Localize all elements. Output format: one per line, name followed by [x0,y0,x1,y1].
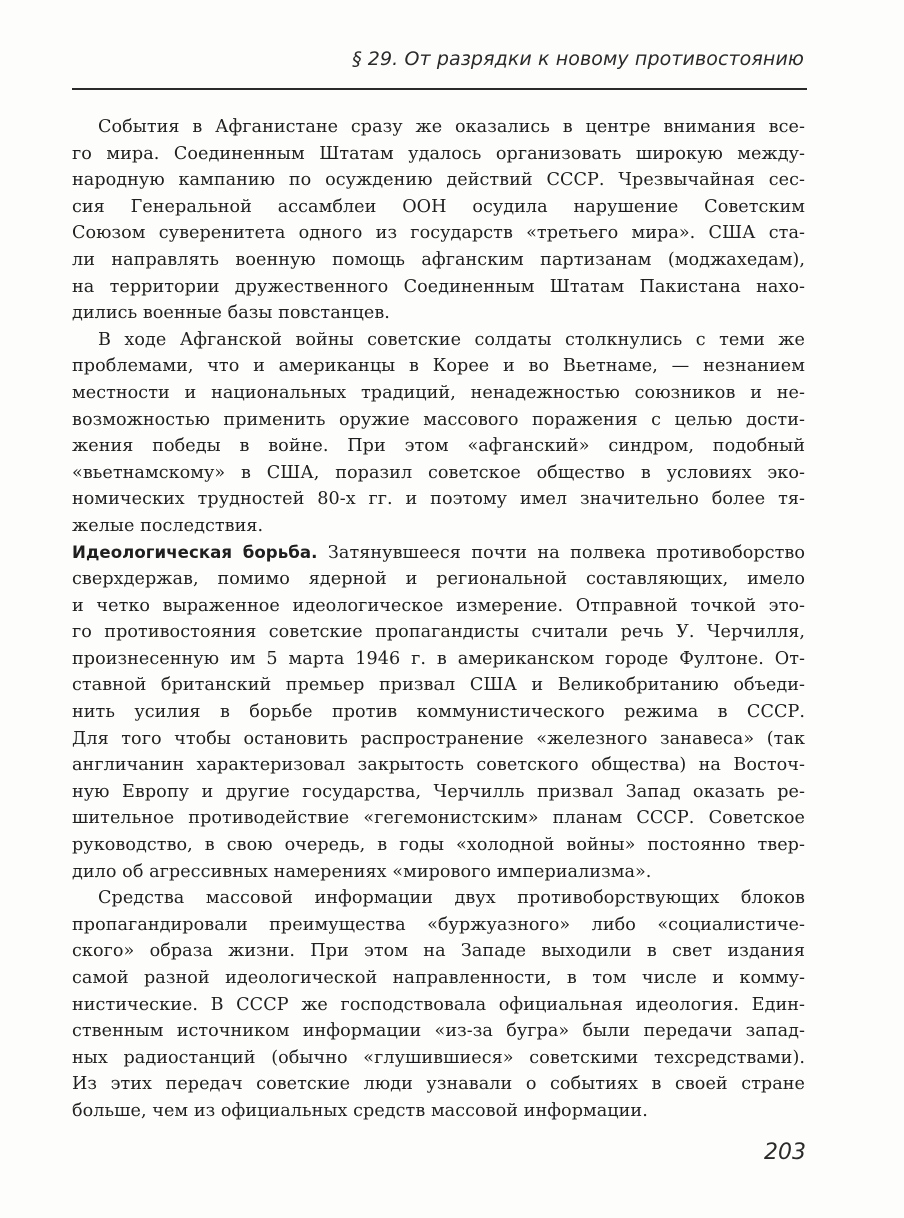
text-line: Для того чтобы остановить распространение «железного занавеса» (так [72,728,805,749]
text-line: руководство, в свою очередь, в годы «холодной войны» постоянно твер- [72,835,805,856]
text-line: Средства массовой информации двух противоборствующих блоков [98,888,805,909]
header-rule [72,88,807,90]
text-line: «вьетнамскому» в США, поразил советское общество в условиях эко- [72,462,805,483]
text-line: проблемами, что и американцы в Корее и во Вьетнаме, — незнанием [72,356,805,377]
text-line: События в Афганистане сразу же оказались в центре внимания все- [98,117,805,137]
text-line: ную Европу и другие государства, Черчилль призвал Запад оказать ре- [72,781,805,802]
text-line: ственным источником информации «из-за бугра» были передачи запад- [72,1021,805,1042]
text-line: местности и национальных традиций, ненадежностью союзников и не- [72,382,805,403]
running-header: § 29. От разрядки к новому противостоянию [352,48,804,70]
section-heading: Идеологическая борьба. [72,542,318,562]
text-line: В ходе Афганской войны советские солдаты столкнулись с теми же [98,329,805,350]
paragraph-mass-media [72,885,805,1124]
text-line: го противостояния советские пропагандисты считали речь У. Черчилля, [72,622,805,643]
text-line: произнесенную им 5 марта 1946 г. в американском городе Фултоне. От- [72,648,805,669]
text-line: англичанин характеризовал закрытость советского общества) на Восточ- [72,755,805,776]
text-line: ли направлять военную помощь афганским партизанам (моджахедам), [72,249,805,270]
paragraph-ideological-struggle [72,540,805,886]
text-fragment: Затянувшееся почти на полвека противоборство [317,542,805,563]
text-line: возможностью применить оружие массового поражения с целью дости- [72,409,805,430]
text-line: народную кампанию по осуждению действий СССР. Чрезвычайная сес- [72,170,805,191]
text-line: Из этих передач советские люди узнавали о событиях в своей стране [72,1074,805,1095]
paragraph-afghanistan-events [72,114,805,327]
text-line: пропагандировали преимущества «буржуазного» либо «социалистиче- [72,914,805,935]
text-line: и четко выраженное идеологическое измерение. Отправной точкой это- [72,595,805,616]
text-line: на территории дружественного Соединенным Штатам Пакистана нахо- [72,276,805,297]
text-line: ского» образа жизни. При этом на Западе выходили в свет издания [72,941,805,962]
text-line [72,540,805,567]
text-line: сия Генеральной ассамблеи ООН осудила нарушение Советским [72,196,805,217]
text-line: желые последствия. [72,515,264,536]
text-line: больше, чем из официальных средств массовой информации. [72,1100,648,1121]
text-line: нистические. В СССР же господствовала официальная идеология. Един- [72,994,805,1015]
page-number: 203 [764,1140,806,1165]
text-line: номических трудностей 80-х гг. и поэтому имел значительно более тя- [72,489,805,510]
paragraph-afghan-war [72,327,805,540]
text-line: Союзом суверенитета одного из государств «третьего мира». США ста- [72,223,805,244]
text-line: самой разной идеологической направленности, в том числе и комму- [72,968,805,988]
text-line: ных радиостанций (обычно «глушившиеся» советскими техсредствами). [72,1047,805,1068]
text-line: шительное противодействие «гегемонистским» планам СССР. Советское [72,808,805,829]
text-line: нить усилия в борьбе против коммунистического режима в СССР. [72,702,805,723]
text-line: го мира. Соединенным Штатам удалось организовать широкую между- [72,143,805,164]
body-text [72,114,805,1125]
text-line: жения победы в войне. При этом «афганский» синдром, подобный [72,436,805,457]
text-line: дило об агрессивных намерениях «мирового империализма». [72,861,652,882]
text-line: сверхдержав, помимо ядерной и региональной составляющих, имело [72,569,805,590]
text-line: ставной британский премьер призвал США и Великобританию объеди- [72,675,805,696]
text-line: дились военные базы повстанцев. [72,303,390,324]
